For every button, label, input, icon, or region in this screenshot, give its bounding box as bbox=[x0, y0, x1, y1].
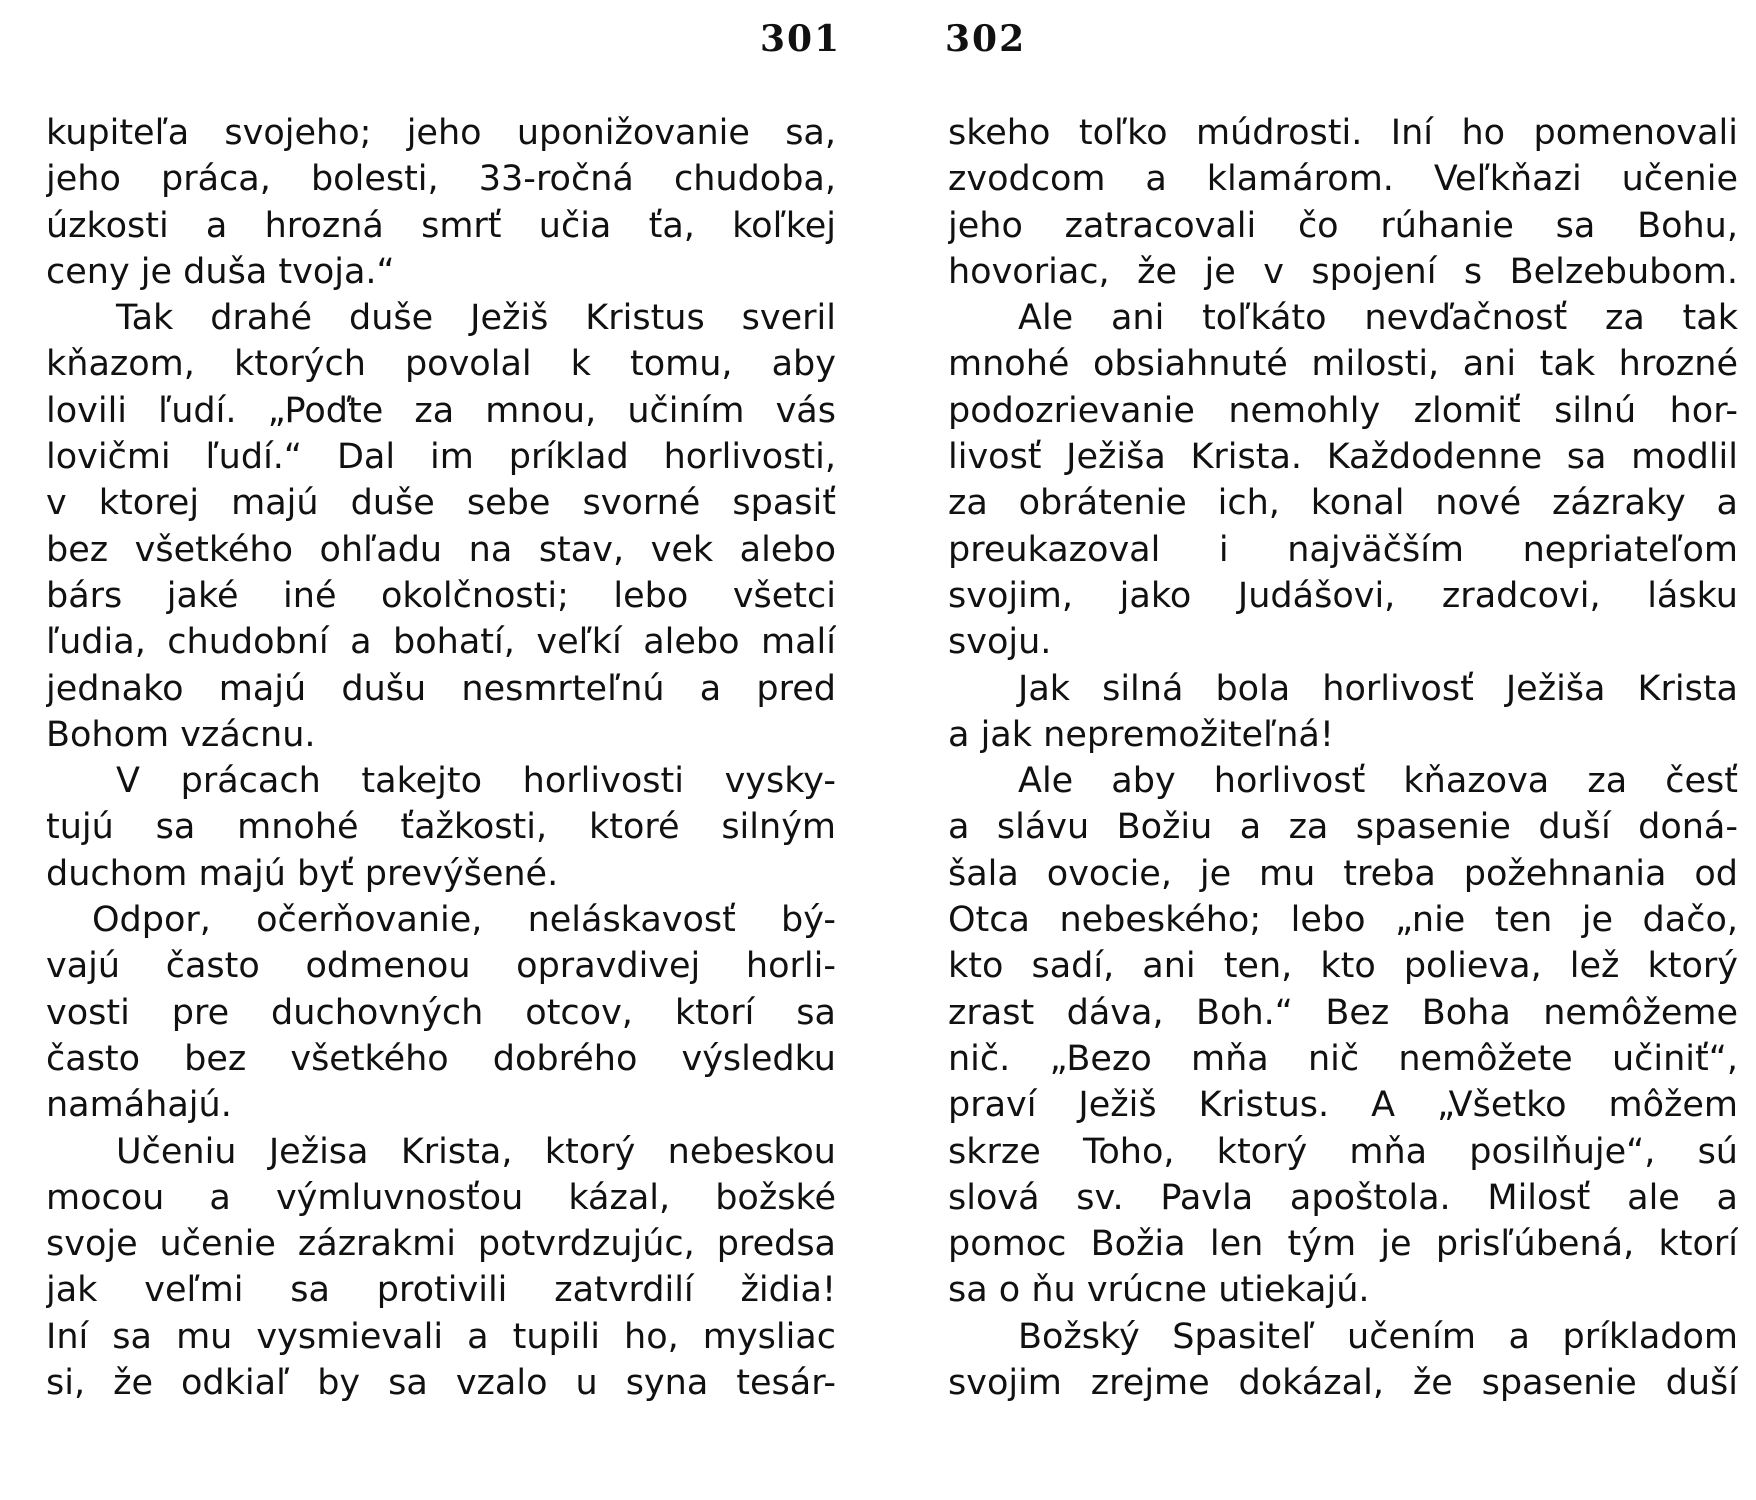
text-line: skrze Toho, ktorý mňa posilňuje“, sú bbox=[948, 1131, 1738, 1172]
text-line: livosť Ježiša Krista. Každodenne sa modlil bbox=[948, 437, 1738, 478]
text-line: hovoriac, že je v spojení s Belzebubom. bbox=[948, 251, 1738, 292]
text-line: svojim, jako Judášovi, zradcovi, lásku bbox=[948, 575, 1738, 616]
text-line: úzkosti a hrozná smrť učia ťa, koľkej bbox=[46, 205, 836, 246]
text-line: kupiteľa svojeho; jeho uponižovanie sa, bbox=[46, 113, 836, 153]
text-line: svoju. bbox=[948, 622, 1052, 663]
text-line: zrast dáva, Boh.“ Bez Boha nemôžeme bbox=[948, 992, 1738, 1033]
text-line: lovili ľudí. „Poďte za mnou, učiním vás bbox=[46, 390, 836, 431]
text-line: vosti pre duchovných otcov, ktorí sa bbox=[46, 992, 836, 1033]
page-number-right: 302 bbox=[945, 18, 1027, 60]
text-line: svoje učenie zázrakmi potvrdzujúc, predsa bbox=[46, 1224, 836, 1265]
text-line: ľudia, chudobní a bohatí, veľkí alebo malí bbox=[46, 622, 836, 663]
text-line: Ale aby horlivosť kňazova za česť bbox=[1018, 761, 1738, 802]
text-line: za obrátenie ich, konal nové zázraky a bbox=[948, 483, 1738, 524]
text-line: praví Ježiš Kristus. A „Všetko môžem bbox=[948, 1085, 1738, 1126]
text-line: vajú často odmenou opravdivej horli- bbox=[46, 946, 836, 987]
text-line: Jak silná bola horlivosť Ježiša Krista bbox=[1018, 668, 1738, 709]
text-line: Bohom vzácnu. bbox=[46, 714, 316, 755]
text-line: slová sv. Pavla apoštola. Milosť ale a bbox=[948, 1177, 1738, 1218]
text-line: V prácach takejto horlivosti vysky- bbox=[116, 761, 836, 802]
text-line: zvodcom a klamárom. Veľkňazi učenie bbox=[948, 159, 1738, 200]
text-line: kto sadí, ani ten, kto polieva, lež ktorý bbox=[948, 946, 1738, 987]
text-line: šala ovocie, je mu treba požehnania od bbox=[948, 853, 1738, 894]
text-line: Tak drahé duše Ježiš Kristus sveril bbox=[116, 298, 836, 339]
text-line: mnohé obsiahnuté milosti, ani tak hrozné bbox=[948, 344, 1738, 385]
text-line: duchom majú byť prevýšené. bbox=[46, 853, 559, 894]
text-line: Učeniu Ježisa Krista, ktorý nebeskou bbox=[116, 1131, 836, 1172]
text-line: Iní sa mu vysmievali a tupili ho, mysliac bbox=[46, 1316, 836, 1357]
text-line: svojim zrejme dokázal, že spasenie duší bbox=[948, 1363, 1738, 1404]
text-line: lovičmi ľudí.“ Dal im príklad horlivosti, bbox=[46, 437, 836, 478]
text-line: kňazom, ktorých povolal k tomu, aby bbox=[46, 344, 836, 385]
text-line: a jak nepremožiteľná! bbox=[948, 714, 1334, 755]
text-line: Otca nebeského; lebo „nie ten je dačo, bbox=[948, 900, 1738, 941]
text-line: mocou a výmluvnosťou kázal, božské bbox=[46, 1177, 836, 1218]
text-line: Božský Spasiteľ učením a príkladom bbox=[1018, 1316, 1738, 1357]
left-page-text bbox=[46, 110, 836, 1406]
text-line: skeho toľko múdrosti. Iní ho pomenovali bbox=[948, 113, 1738, 153]
text-line: preukazoval i najväčším nepriateľom bbox=[948, 529, 1738, 570]
text-line: si, že odkiaľ by sa vzalo u syna tesár- bbox=[46, 1363, 836, 1404]
text-line: jak veľmi sa protivili zatvrdilí židia! bbox=[46, 1270, 836, 1311]
text-line: ceny je duša tvoja.“ bbox=[46, 251, 395, 292]
text-line: Odpor, očerňovanie, neláskavosť bý- bbox=[92, 900, 836, 941]
text-line: bárs jaké iné okolčnosti; lebo všetci bbox=[46, 575, 836, 616]
page-number-left: 301 bbox=[760, 18, 842, 60]
text-line: tujú sa mnohé ťažkosti, ktoré silným bbox=[46, 807, 836, 848]
text-line: Ale ani toľkáto nevďačnosť za tak bbox=[1018, 298, 1738, 339]
text-line: nič. „Bezo mňa nič nemôžete učiniť“, bbox=[948, 1038, 1738, 1079]
text-line: často bez všetkého dobrého výsledku bbox=[46, 1038, 836, 1079]
text-line: bez všetkého ohľadu na stav, vek alebo bbox=[46, 529, 836, 570]
text-line: v ktorej majú duše sebe svorné spasiť bbox=[46, 483, 836, 524]
text-line: jeho práca, bolesti, 33-ročná chudoba, bbox=[46, 159, 836, 200]
text-line: podozrievanie nemohly zlomiť silnú hor- bbox=[948, 390, 1738, 431]
text-line: jeho zatracovali čo rúhanie sa Bohu, bbox=[948, 205, 1738, 246]
text-line: a slávu Božiu a za spasenie duší doná- bbox=[948, 807, 1738, 848]
text-line: pomoc Božia len tým je prisľúbená, ktorí bbox=[948, 1224, 1738, 1265]
text-line: jednako majú dušu nesmrteľnú a pred bbox=[46, 668, 836, 709]
text-line: namáhajú. bbox=[46, 1085, 232, 1126]
right-page-text bbox=[948, 110, 1738, 1406]
text-line: sa o ňu vrúcne utiekajú. bbox=[948, 1270, 1370, 1311]
